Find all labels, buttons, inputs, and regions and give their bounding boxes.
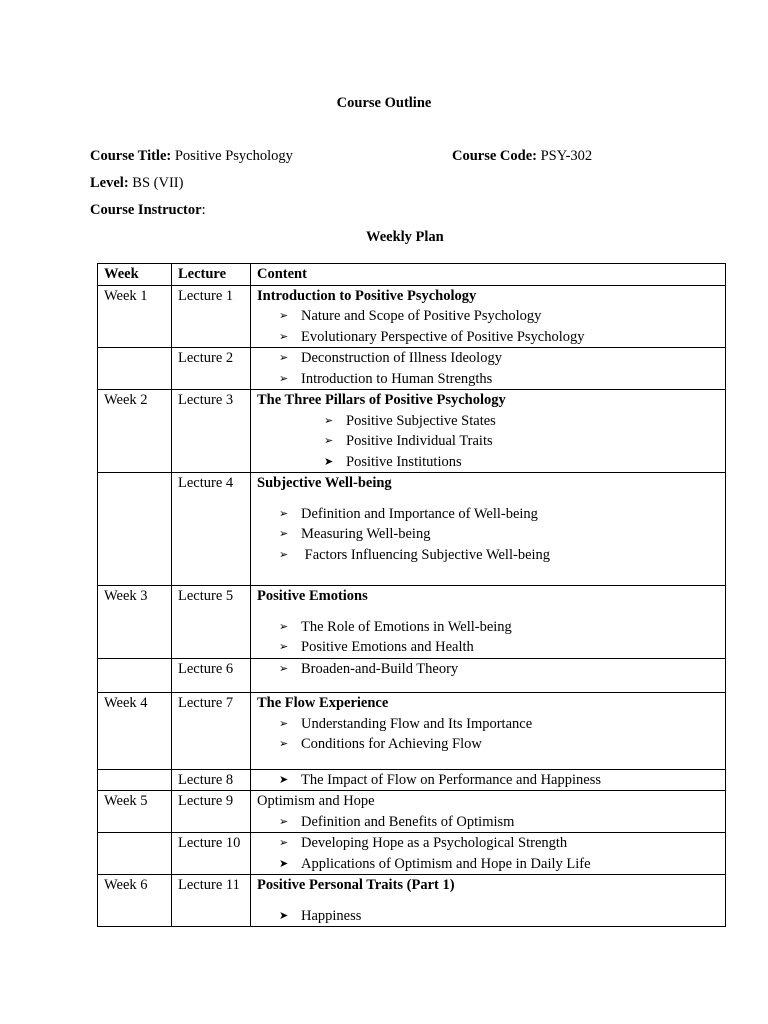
instructor-colon: :: [201, 202, 206, 218]
level-value: BS (VII): [132, 175, 184, 191]
table-row: [98, 586, 726, 659]
week-cell: [98, 658, 172, 693]
arrowhead-bullet-icon: ➤: [279, 772, 289, 786]
week-cell: [98, 769, 172, 791]
lecture-cell: Lecture 5: [172, 586, 251, 659]
arrowhead-bullet-icon: ➢: [279, 309, 289, 322]
arrowhead-bullet-icon: ➤: [279, 856, 289, 870]
course-code-value: PSY-302: [540, 148, 593, 164]
content-cell: [251, 693, 726, 770]
topic-list: [257, 833, 719, 874]
lecture-cell: Lecture 3: [172, 390, 251, 473]
topic-list: [257, 812, 719, 833]
topic-item: ➢ Positive Emotions and Health: [257, 637, 719, 658]
arrowhead-bullet-icon: ➢: [279, 527, 289, 540]
table-row: [98, 875, 726, 927]
arrowhead-bullet-icon: ➢: [279, 547, 289, 561]
topic-list: [257, 714, 719, 755]
table-row: [98, 473, 726, 586]
instructor-line: [90, 200, 206, 221]
topic-item: ➢ Conditions for Achieving Flow: [257, 734, 719, 755]
lecture-cell: Lecture 7: [172, 693, 251, 770]
content-cell: [251, 390, 726, 473]
header-week: Week: [98, 264, 172, 286]
spacer: [257, 565, 719, 585]
topic-item: ➤ Happiness: [257, 906, 719, 927]
table-row: [98, 658, 726, 693]
spacer: [257, 607, 719, 617]
topic-item: ➢ Introduction to Human Strengths: [257, 369, 719, 390]
content-cell: [251, 875, 726, 927]
weekly-plan-title: Weekly Plan: [366, 229, 444, 245]
table-row: [98, 769, 726, 791]
arrowhead-bullet-icon: ➢: [279, 716, 289, 730]
table-row: [98, 285, 726, 348]
content-cell: [251, 769, 726, 791]
arrowhead-bullet-icon: ➢: [324, 413, 334, 427]
document-title: Course Outline: [336, 95, 432, 111]
content-heading: The Flow Experience: [257, 695, 389, 711]
header-content: Content: [251, 264, 726, 286]
lecture-cell: Lecture 9: [172, 791, 251, 833]
instructor-label: Course Instructor: [90, 202, 202, 218]
topic-item: ➢ Definition and Importance of Well-being: [257, 504, 719, 525]
course-title-label: Course Title:: [90, 148, 172, 164]
table-row: [98, 791, 726, 833]
topic-item: ➤ Applications of Optimism and Hope in Daily Life: [257, 854, 719, 875]
lecture-cell: Lecture 1: [172, 285, 251, 348]
content-cell: [251, 791, 726, 833]
topic-list: [257, 906, 719, 927]
arrowhead-bullet-icon: ➢: [279, 836, 289, 849]
topic-list: [257, 306, 719, 347]
lecture-cell: Lecture 10: [172, 833, 251, 875]
course-code-label: Course Code:: [452, 148, 537, 164]
spacer: [257, 896, 719, 906]
topic-list: [257, 411, 719, 473]
topic-item: ➢ Developing Hope as a Psychological Strength: [257, 833, 719, 854]
arrowhead-bullet-icon: ➢: [324, 434, 334, 447]
topic-item: ➢ Definition and Benefits of Optimism: [257, 812, 719, 833]
table-header-row: [98, 264, 726, 286]
arrowhead-bullet-icon: ➤: [324, 454, 334, 468]
table-row: [98, 833, 726, 875]
header-lecture: Lecture: [172, 264, 251, 286]
topic-list: [257, 348, 719, 389]
topic-item: ➢ Broaden-and-Build Theory: [257, 659, 719, 680]
lecture-cell: Lecture 2: [172, 348, 251, 390]
level-label: Level:: [90, 175, 129, 191]
week-cell: Week 5: [98, 791, 172, 833]
level-line: [90, 173, 183, 194]
week-cell: Week 1: [98, 285, 172, 348]
content-heading: Introduction to Positive Psychology: [257, 287, 477, 304]
content-cell: [251, 348, 726, 390]
arrowhead-bullet-icon: ➢: [279, 506, 289, 520]
arrowhead-bullet-icon: ➢: [279, 619, 289, 633]
spacer: [257, 679, 719, 692]
weekly-plan-table: [97, 263, 726, 927]
topic-list: [257, 659, 719, 680]
course-title-value: Positive Psychology: [174, 148, 293, 164]
topic-item: ➢ Measuring Well-being: [257, 524, 719, 545]
week-cell: [98, 473, 172, 586]
spacer: [257, 494, 719, 504]
content-cell: [251, 473, 726, 586]
topic-item: ➤ Positive Institutions: [257, 452, 719, 473]
content-heading: Optimism and Hope: [257, 793, 375, 809]
topic-item: ➢ Factors Influencing Subjective Well-being: [257, 545, 719, 566]
course-title-line: [90, 146, 293, 167]
content-cell: [251, 833, 726, 875]
week-cell: [98, 348, 172, 390]
week-cell: Week 6: [98, 875, 172, 927]
table-row: [98, 390, 726, 473]
table-row: [98, 348, 726, 390]
content-cell: [251, 586, 726, 659]
content-heading: Positive Personal Traits (Part 1): [257, 877, 455, 893]
content-heading: Subjective Well-being: [257, 475, 392, 491]
arrowhead-bullet-icon: ➢: [279, 371, 289, 385]
content-cell: [251, 658, 726, 693]
topic-item: ➢ Nature and Scope of Positive Psychology: [257, 306, 719, 327]
topic-list: [257, 770, 719, 791]
topic-item: ➤ The Impact of Flow on Performance and Happiness: [257, 770, 719, 791]
content-heading: Positive Emotions: [257, 588, 368, 604]
topic-item: ➢ Deconstruction of Illness Ideology: [257, 348, 719, 369]
topic-item: ➢ Understanding Flow and Its Importance: [257, 714, 719, 735]
topic-item: ➢ The Role of Emotions in Well-being: [257, 617, 719, 638]
lecture-cell: Lecture 11: [172, 875, 251, 927]
topic-list: [257, 617, 719, 658]
topic-list: [257, 504, 719, 566]
topic-item: ➢ Positive Individual Traits: [257, 431, 719, 452]
arrowhead-bullet-icon: ➢: [279, 814, 289, 828]
arrowhead-bullet-icon: ➢: [279, 351, 289, 364]
arrowhead-bullet-icon: ➢: [279, 329, 289, 343]
spacer: [257, 755, 719, 769]
arrowhead-bullet-icon: ➤: [279, 908, 289, 922]
week-cell: Week 3: [98, 586, 172, 659]
content-heading: The Three Pillars of Positive Psychology: [257, 392, 506, 408]
arrowhead-bullet-icon: ➢: [279, 640, 289, 653]
arrowhead-bullet-icon: ➢: [279, 661, 289, 675]
arrowhead-bullet-icon: ➢: [279, 737, 289, 750]
topic-item: ➢ Evolutionary Perspective of Positive Psychology: [257, 327, 719, 348]
table-row: [98, 693, 726, 770]
content-cell: [251, 285, 726, 348]
lecture-cell: Lecture 8: [172, 769, 251, 791]
course-code-line: [452, 146, 592, 167]
week-cell: [98, 833, 172, 875]
topic-item: ➢ Positive Subjective States: [257, 411, 719, 432]
lecture-cell: Lecture 4: [172, 473, 251, 586]
week-cell: Week 2: [98, 390, 172, 473]
week-cell: Week 4: [98, 693, 172, 770]
lecture-cell: Lecture 6: [172, 658, 251, 693]
